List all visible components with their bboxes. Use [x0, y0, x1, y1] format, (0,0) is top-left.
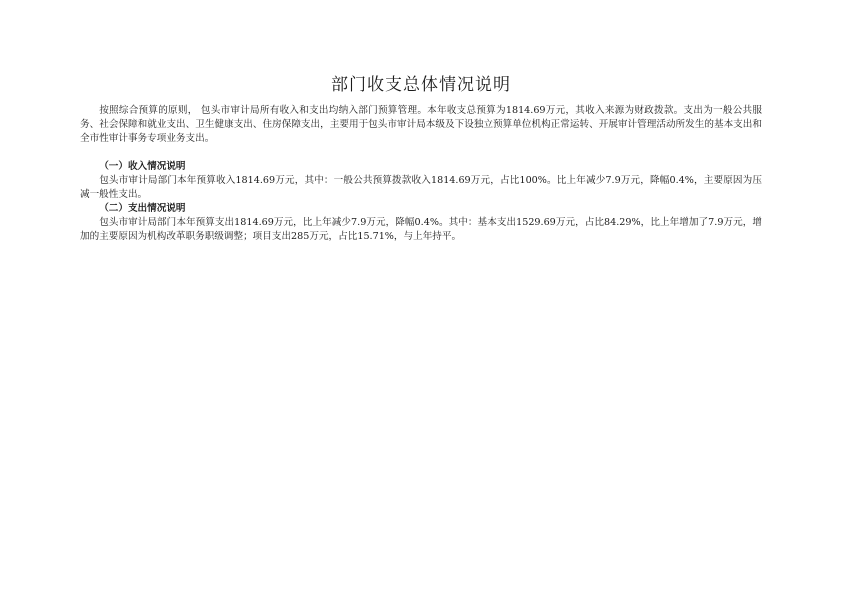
paragraph-spacer [80, 146, 762, 160]
intro-paragraph: 按照综合预算的原则， 包头市审计局所有收入和支出均纳入部门预算管理。本年收支总预算为1814.69万元，其收入来源为财政拨款。支出为一般公共服务、社会保障和就业支出、卫生健康支出、住房保障支出，主要用于包头市审计局本级及下设独立预算单位机构正常运转、开展审计管理活动所发生的基本支出和全市性审计事务专项业务支出。 [80, 105, 762, 144]
page-title: 部门收支总体情况说明 [331, 75, 511, 95]
document-body [80, 104, 762, 244]
section-heading-expenditure: （二）支出情况说明 [99, 203, 186, 214]
section-heading-income: （一）收入情况说明 [99, 161, 186, 172]
section-body-expenditure: 包头市审计局部门本年预算支出1814.69万元，比上年减少7.9万元，降幅0.4%。其中：基本支出1529.69万元，占比84.29%，比上年增加了7.9万元，增加的主要原因为机构改革职务职级调整；项目支出285万元，占比15.71%，与上年持平。 [80, 217, 762, 242]
section-body-income: 包头市审计局部门本年预算收入1814.69万元，其中：一般公共预算拨款收入1814.69万元，占比100%。比上年减少7.9万元，降幅0.4%，主要原因为压减一般性支出。 [80, 175, 762, 200]
